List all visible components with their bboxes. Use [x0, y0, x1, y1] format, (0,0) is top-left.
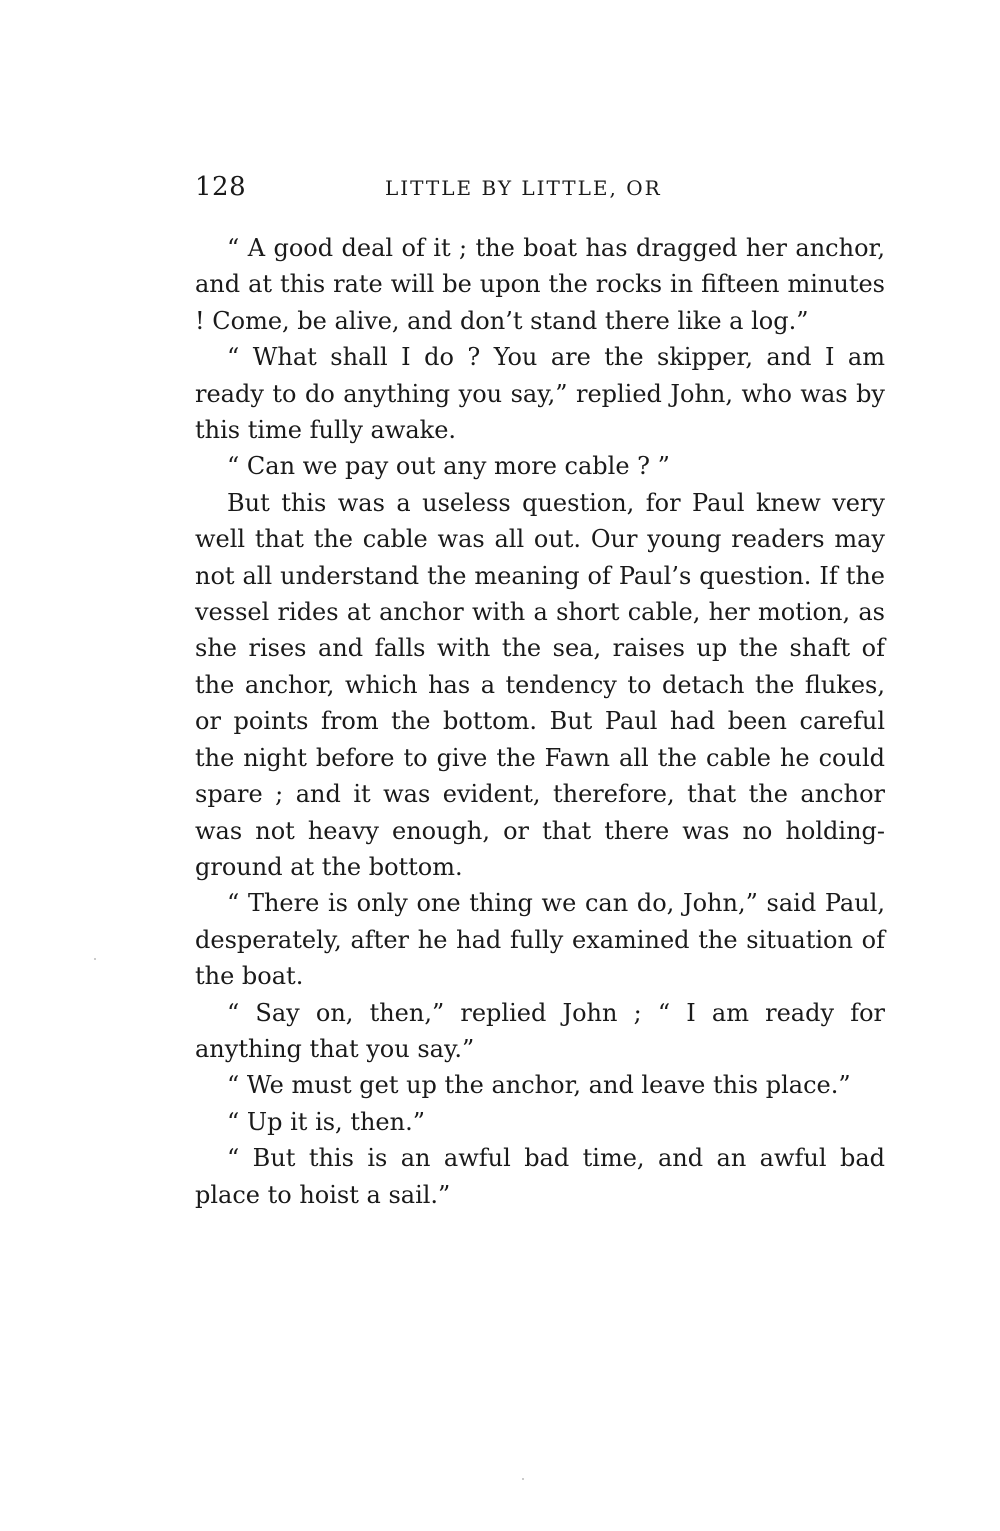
running-head: LITTLE BY LITTLE, OR: [385, 176, 662, 200]
paragraph: “ There is only one thing we can do, John,” said Paul, desperately, after he had fully examined the situation of the boat.: [195, 889, 885, 991]
paragraph: “ Up it is, then.”: [227, 1107, 425, 1136]
paragraph: “ But this is an awful bad time, and an awful bad place to hoist a sail.”: [195, 1144, 885, 1209]
paragraph: “ A good deal of it ; the boat has dragged her anchor, and at this rate will be upon the rocks in fifteen minutes ! Come, be alive, and don’t stand there like a log.”: [195, 234, 885, 335]
scan-speck: [94, 958, 96, 960]
paragraph: But this was a useless question, for Paul knew very well that the cable was all out. Our young readers may not all understand the meaning of Paul’s question. If the vessel rides at anchor with a short cable, her motion, as she rises and falls with the sea, raises up the shaft of the anchor, which has a tendency to detach the flukes, or points from the bottom. But Paul had been careful the night before to give the Fawn all the cable he could spare ; and it was evident, therefore, that the anchor was not heavy enough, or that there was no holding-ground at the bottom.: [195, 488, 885, 881]
paragraph: “ Can we pay out any more cable ? ”: [227, 452, 670, 481]
scan-speck: [522, 1478, 524, 1480]
body-text: [195, 230, 885, 1213]
paragraph: “ We must get up the anchor, and leave this place.”: [227, 1071, 851, 1100]
page-number: 128: [195, 172, 247, 202]
paragraph: “ What shall I do ? You are the skipper, and I am ready to do anything you say,” replied John, who was by this time fully awake.: [195, 343, 885, 445]
page-header: [195, 172, 885, 212]
paragraph: “ Say on, then,” replied John ; “ I am ready for anything that you say.”: [195, 998, 885, 1063]
